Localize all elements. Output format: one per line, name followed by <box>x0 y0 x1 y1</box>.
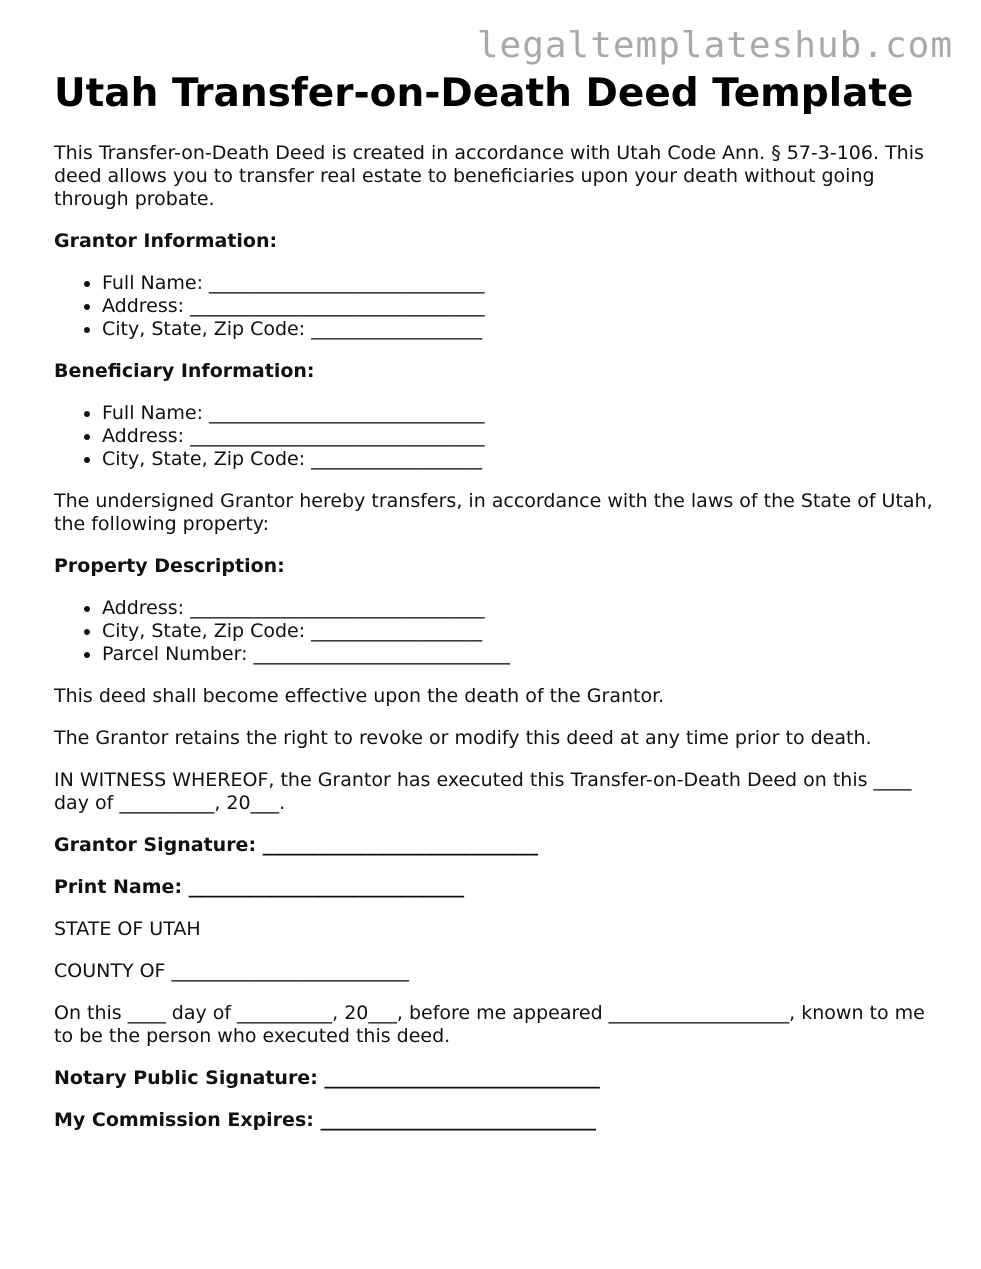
transfer-paragraph: The undersigned Grantor hereby transfers, in accordance with the laws of the State of Utah, the following property: <box>54 490 933 535</box>
notary-signature-line: Notary Public Signature: _____________________________ <box>54 1067 600 1089</box>
county-line: COUNTY OF _________________________ <box>54 960 410 982</box>
watermark: legaltemplateshub.com <box>476 25 953 66</box>
property-parcel-number: • Parcel Number: ___________________________ <box>102 643 934 666</box>
property-heading: Property Description: <box>54 555 285 577</box>
effective-paragraph: This deed shall become effective upon the death of the Grantor. <box>54 685 665 707</box>
witness-paragraph: IN WITNESS WHEREOF, the Grantor has executed this Transfer-on-Death Deed on this ____ day of __________, 20___. <box>54 769 912 814</box>
revoke-paragraph: The Grantor retains the right to revoke or modify this deed at any time prior to death. <box>54 727 872 749</box>
state-line: STATE OF UTAH <box>54 918 201 940</box>
grantor-full-name: • Full Name: _____________________________ <box>102 272 934 295</box>
grantor-list <box>54 272 934 341</box>
grantor-address: • Address: _______________________________ <box>102 295 934 318</box>
property-address: • Address: _______________________________ <box>102 597 934 620</box>
property-city-state-zip: • City, State, Zip Code: __________________ <box>102 620 934 643</box>
grantor-signature-line: Grantor Signature: _____________________________ <box>54 834 539 856</box>
document-title: Utah Transfer-on-Death Deed Template <box>54 71 914 116</box>
beneficiary-city-state-zip: • City, State, Zip Code: __________________ <box>102 448 934 471</box>
beneficiary-address: • Address: _______________________________ <box>102 425 934 448</box>
grantor-heading: Grantor Information: <box>54 230 278 252</box>
document-page <box>54 72 934 1151</box>
beneficiary-list <box>54 402 934 471</box>
notary-paragraph: On this ____ day of __________, 20___, before me appeared ___________________, known to me to be the person who executed this deed. <box>54 1002 925 1047</box>
beneficiary-full-name: • Full Name: _____________________________ <box>102 402 934 425</box>
intro-paragraph: This Transfer-on-Death Deed is created in accordance with Utah Code Ann. § 57-3-106. This deed allows you to transfer real estate to beneficiaries upon your death without going through probate. <box>54 142 924 210</box>
grantor-city-state-zip: • City, State, Zip Code: __________________ <box>102 318 934 341</box>
commission-expires-line: My Commission Expires: _____________________________ <box>54 1109 596 1131</box>
print-name-line: Print Name: _____________________________ <box>54 876 465 898</box>
beneficiary-heading: Beneficiary Information: <box>54 360 315 382</box>
property-list <box>54 597 934 666</box>
